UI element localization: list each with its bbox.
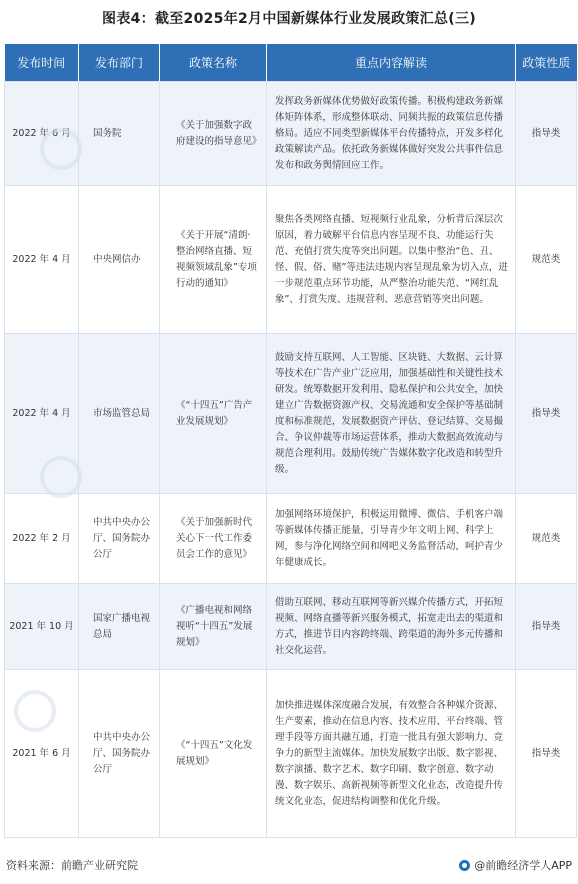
cell-dept: 中共中央办公厅、国务院办公厅 [79, 670, 160, 838]
cell-name: 《“十四五”文化发展规划》 [160, 670, 267, 838]
cell-dept: 市场监管总局 [79, 334, 160, 494]
table-row [5, 82, 577, 186]
header-name: 政策名称 [160, 44, 267, 82]
cell-type: 规范类 [516, 186, 577, 334]
cell-desc: 加强网络环境保护，积极运用微博、微信、手机客户端等新媒体传播正能量，引导青少年文明上网、科学上网，参与净化网络空间和网吧义务监督活动，呵护青少年健康成长。 [267, 494, 516, 584]
table-row [5, 186, 577, 334]
cell-dept: 国务院 [79, 82, 160, 186]
brand-credit [459, 857, 572, 873]
header-date: 发布时间 [5, 44, 79, 82]
cell-desc: 聚焦各类网络直播、短视频行业乱象，分析背后深层次原因，着力破解平台信息内容呈现不良、功能运行失范、充值打赏失度等突出问题。以集中整治“色、丑、怪、假、俗、赌”等违法违规内容呈现乱象为切入点，进一步规范重点环节功能，从严整治功能失范、“网红乱象”、打赏失度、违规营利、恶意营销等突出问题。 [267, 186, 516, 334]
source-note: 资料来源：前瞻产业研究院 [6, 859, 138, 872]
cell-desc: 鼓励支持互联网、人工智能、区块链、大数据、云计算等技术在广告产业广泛应用，加强基础性和关键性技术研发。统筹数据开发利用、隐私保护和公共安全，加快建立广告数据资源产权、交易流通和安全保护等基础制度和标准规范，发展数据资产评估、登记结算、交易撮合、争议仲裁等市场运营体系，推动大数据高效流动与规范合理利用。鼓励传统广告媒体数字化改造和转型升级。 [267, 334, 516, 494]
header-desc: 重点内容解读 [267, 44, 516, 82]
cell-name: 《“十四五”广告产业发展规划》 [160, 334, 267, 494]
cell-name: 《关于加强数字政府建设的指导意见》 [160, 82, 267, 186]
cell-date: 2021 年 10 月 [5, 584, 79, 670]
cell-dept: 中共中央办公厅、国务院办公厅 [79, 494, 160, 584]
cell-name: 《关于开展“清朗·整治网络直播、短视频领域乱象”专项行动的通知》 [160, 186, 267, 334]
table-row [5, 334, 577, 494]
brand-text: @前瞻经济学人APP [474, 859, 572, 872]
table-row [5, 670, 577, 838]
cell-type: 指导类 [516, 584, 577, 670]
page-title: 图表4：截至2025年2月中国新媒体行业发展政策汇总(三) [102, 11, 476, 27]
cell-name: 《广播电视和网络视听“十四五”发展规划》 [160, 584, 267, 670]
table-row [5, 584, 577, 670]
cell-date: 2022 年 4 月 [5, 334, 79, 494]
header-dept: 发布部门 [79, 44, 160, 82]
cell-name: 《关于加强新时代关心下一代工作委员会工作的意见》 [160, 494, 267, 584]
cell-date: 2022 年 2 月 [5, 494, 79, 584]
cell-type: 指导类 [516, 334, 577, 494]
cell-date: 2022 年 4 月 [5, 186, 79, 334]
cell-dept: 国家广播电视总局 [79, 584, 160, 670]
cell-desc: 借助互联网、移动互联网等新兴媒介传播方式，开拓短视频、网络直播等新兴服务模式，拓宽走出去的渠道和方式，推进节目内容跨终端、跨渠道的海外多元传播和社交化运营。 [267, 584, 516, 670]
cell-type: 指导类 [516, 82, 577, 186]
cell-desc: 加快推进媒体深度融合发展，有效整合各种媒介资源、生产要素，推动在信息内容、技术应用、平台终端、管理手段等方面共融互通，打造一批具有强大影响力、竞争力的新型主流媒体。加快发展数字出版、数字影视、数字演播、数字艺术、数字印刷、数字创意、数字动漫、数字娱乐、高新视频等新型文化业态，改造提升传统文化业态，促进结构调整和优化升级。 [267, 670, 516, 838]
cell-type: 规范类 [516, 494, 577, 584]
header-type: 政策性质 [516, 44, 577, 82]
brand-logo-icon [459, 860, 470, 871]
cell-date: 2021 年 6 月 [5, 670, 79, 838]
cell-type: 指导类 [516, 670, 577, 838]
table-header-row [5, 44, 577, 82]
cell-dept: 中央网信办 [79, 186, 160, 334]
cell-date: 2022 年 6 月 [5, 82, 79, 186]
table-row [5, 494, 577, 584]
policy-table [4, 44, 577, 838]
cell-desc: 发挥政务新媒体优势做好政策传播。积极构建政务新媒体矩阵体系，形成整体联动、同频共振的政策信息传播格局。适应不同类型新媒体平台传播特点，开发多样化政策解读产品。依托政务新媒体做好突发公共事件信息发布和政务舆情回应工作。 [267, 82, 516, 186]
